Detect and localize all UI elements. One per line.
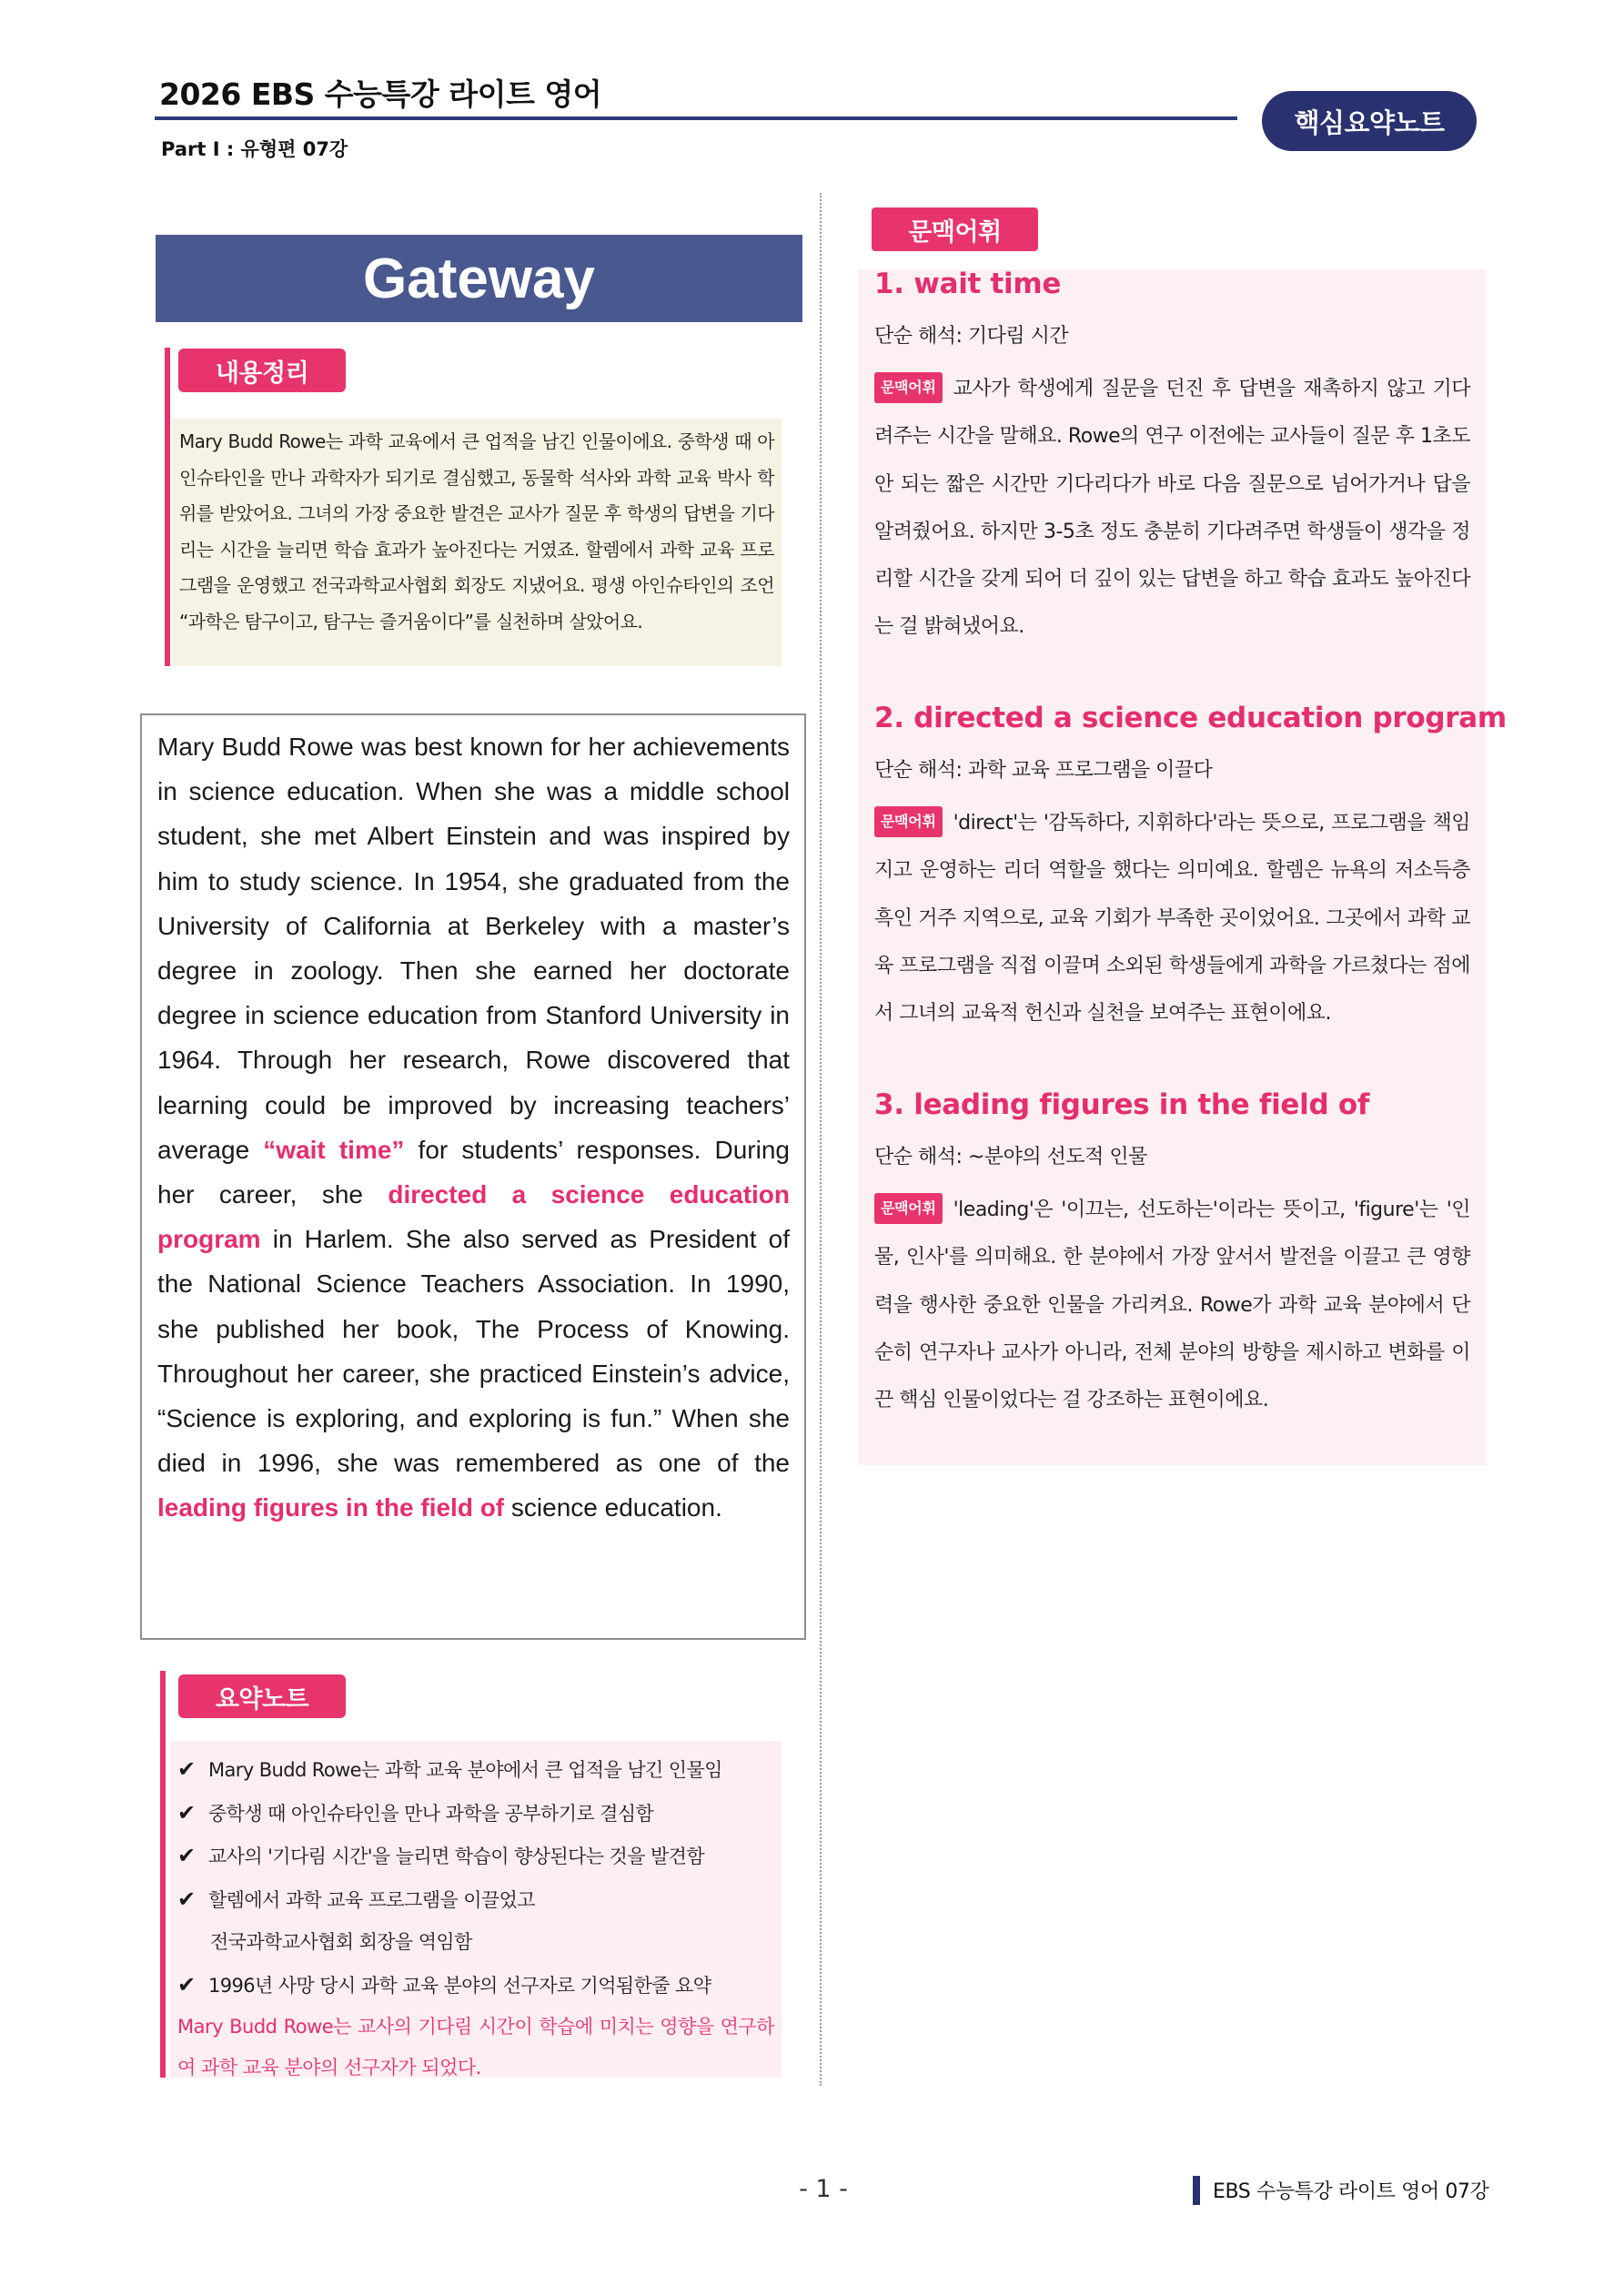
vocab-item-1-simple: 단순 해석: 기다림 시간: [874, 325, 1069, 348]
context-vocab-tag: 문맥어휘: [874, 806, 943, 837]
check-icon: ✔: [177, 1843, 196, 1868]
gateway-title-banner: Gateway: [156, 235, 802, 322]
explanation-text: 교사가 학생에게 질문을 던진 후 답변을 재촉하지 않고 기다려주는 시간을 말해요. Rowe의 연구 이전에는 교사들이 질문 후 1초도 안 되는 짧은 시간만 기다리다가 바로 다음 질문으로 넘어가거나 답을 알려줬어요. 하지만 3-5초 정도 충분히 기다려주면 학생들이 생각을 정리할 시간을 갖게 되어 더 깊이 있는 답변을 하고 학습 효과도 높아진다는 걸 밝혀냈어요.: [874, 378, 1470, 639]
highlight-wait-time: “wait time”: [263, 1135, 405, 1164]
summary-note-item: [177, 1835, 774, 1878]
passage-text-2: for students’ responses. During her career, she: [157, 1135, 790, 1209]
summary-note-continuation: [177, 1921, 774, 1964]
summary-note-item: [177, 1748, 774, 1792]
vocab-item-1-explanation: [874, 366, 1470, 652]
content-summary-text: Mary Budd Rowe는 과학 교육에서 큰 업적을 남긴 인물이에요. 중학생 때 아인슈타인을 만나 과학자가 되기로 결심했고, 동물학 석사와 과학 교육 박사 학위를 받았어요. 그녀의 가장 중요한 발견은 교사가 질문 후 학생의 답변을 기다리는 시간을 늘리면 학습 효과가 높아진다는 거였죠. 할렘에서 과학 교육 프로그램을 운영했고 전국과학교사협회 회장도 지냈어요. 평생 아인슈타인의 조언 “과학은 탐구이고, 탐구는 즐거움이다”를 실천하며 살았어요.: [172, 419, 782, 666]
header-rule: [155, 116, 1237, 120]
summary-notes-accent-bar: [160, 1671, 166, 2078]
explanation-text: 'direct'는 '감독하다, 지휘하다'라는 뜻으로, 프로그램을 책임지고 운영하는 리더 역할을 했다는 의미예요. 할렘은 뉴욕의 저소득층 흑인 거주 지역으로, 교육 기회가 부족한 곳이었어요. 그곳에서 과학 교육 프로그램을 직접 이끌며 소외된 학생들에게 과학을 가르쳤다는 점에서 그녀의 교육적 헌신과 실천을 보여주는 표현이에요.: [874, 812, 1470, 1026]
highlight-directed-program: directed a science education program: [157, 1180, 791, 1254]
content-summary-label: 내용정리: [178, 349, 346, 392]
document-subtitle: Part Ⅰ : 유형편 07강: [161, 138, 348, 160]
summary-note-text: 전국과학교사협회 회장을 역임함: [210, 1931, 472, 1953]
summary-note-text: 할렘에서 과학 교육 프로그램을 이끌었고: [208, 1888, 535, 1911]
context-vocab-tag: 문맥어휘: [874, 1193, 943, 1224]
reading-passage: [140, 713, 806, 1640]
explanation-text: 'leading'은 '이끄는, 선도하는'이라는 뜻이고, 'figure'는 '인물, 인사'를 의미해요. 한 분야에서 가장 앞서서 발전을 이끌고 큰 영향력을 행사한 중요한 인물을 가리켜요. Rowe가 과학 교육 분야에서 단순히 연구자나 교사가 아니라, 전체 분야의 방향을 제시하고 변화를 이끈 핵심 인물이었다는 걸 강조하는 표현이에요.: [874, 1199, 1470, 1412]
vocab-item-1-title: 1. wait time: [874, 268, 1062, 300]
footer-label: EBS 수능특강 라이트 영어 07강: [1213, 2180, 1489, 2203]
highlight-leading-figures: leading figures in the field of: [157, 1493, 505, 1522]
vocab-item-3-explanation: [874, 1187, 1470, 1424]
summary-note-item: [177, 1792, 774, 1836]
passage-text-4: science education.: [504, 1493, 722, 1522]
one-line-summary: Mary Budd Rowe는 교사의 기다림 시간이 학습에 미치는 영향을 연구하여 과학 교육 분야의 선구자가 되었다.: [177, 2016, 774, 2079]
document-title: 2026 EBS 수능특강 라이트 영어: [159, 76, 602, 112]
vocab-item-2-title: 2. directed a science education program: [874, 702, 1507, 734]
footer-accent-bar: [1193, 2176, 1200, 2205]
summary-note-text: Mary Budd Rowe는 과학 교육 분야에서 큰 업적을 남긴 인물임: [208, 1759, 722, 1781]
vocab-item-2-simple: 단순 해석: 과학 교육 프로그램을 이끌다: [874, 759, 1213, 782]
context-vocab-tag: 문맥어휘: [874, 372, 943, 403]
content-summary-accent-bar: [165, 348, 170, 666]
summary-notes: [170, 1741, 782, 2078]
key-summary-badge: 핵심요약노트: [1262, 91, 1477, 151]
context-vocab-label: 문맥어휘: [872, 207, 1038, 251]
check-icon: ✔: [177, 1971, 196, 1998]
column-divider: [820, 193, 822, 2086]
summary-note-text: 교사의 '기다림 시간'을 늘리면 학습이 향상된다는 것을 발견함: [208, 1846, 705, 1867]
passage-text-3: in Harlem. She also served as President of the National Science Teachers Association. In 1990, she published her book, The Process of Knowing. Throughout her career, she practiced Einstein’s advice, “Science is exploring, and exploring is fun.” When she died in 1996, she was remembered as one of the: [157, 1225, 790, 1478]
vocab-item-3-simple: 단순 해석: ~분야의 선도적 인물: [874, 1146, 1147, 1168]
vocab-item-3-title: 3. leading figures in the field of: [874, 1088, 1370, 1121]
check-icon: ✔: [177, 1799, 196, 1826]
check-icon: ✔: [177, 1886, 196, 1912]
passage-text-1: Mary Budd Rowe was best known for her achievements in science education. When she was a middle school student, she met Albert Einstein and was inspired by him to study science. In 1954, she graduated from the University of California at Berkeley with a master’s degree in zoology. Then she earned her doctorate degree in science education from Stanford University in 1964. Through her research, Rowe discovered that learning could be improved by increasing teachers’ average: [157, 733, 790, 1164]
vocab-item-2-explanation: [874, 800, 1470, 1037]
summary-note-text: 중학생 때 아인슈타인을 만나 과학을 공부하기로 결심함: [208, 1802, 654, 1825]
page-number: - 1 -: [799, 2175, 848, 2203]
check-icon: ✔: [177, 1756, 196, 1782]
summary-note-item: [177, 1878, 774, 1922]
summary-notes-label: 요약노트: [178, 1674, 346, 1718]
summary-note-text: 1996년 사망 당시 과학 교육 분야의 선구자로 기억됨한줄 요약: [208, 1974, 711, 1997]
summary-note-item: [177, 1964, 774, 2008]
